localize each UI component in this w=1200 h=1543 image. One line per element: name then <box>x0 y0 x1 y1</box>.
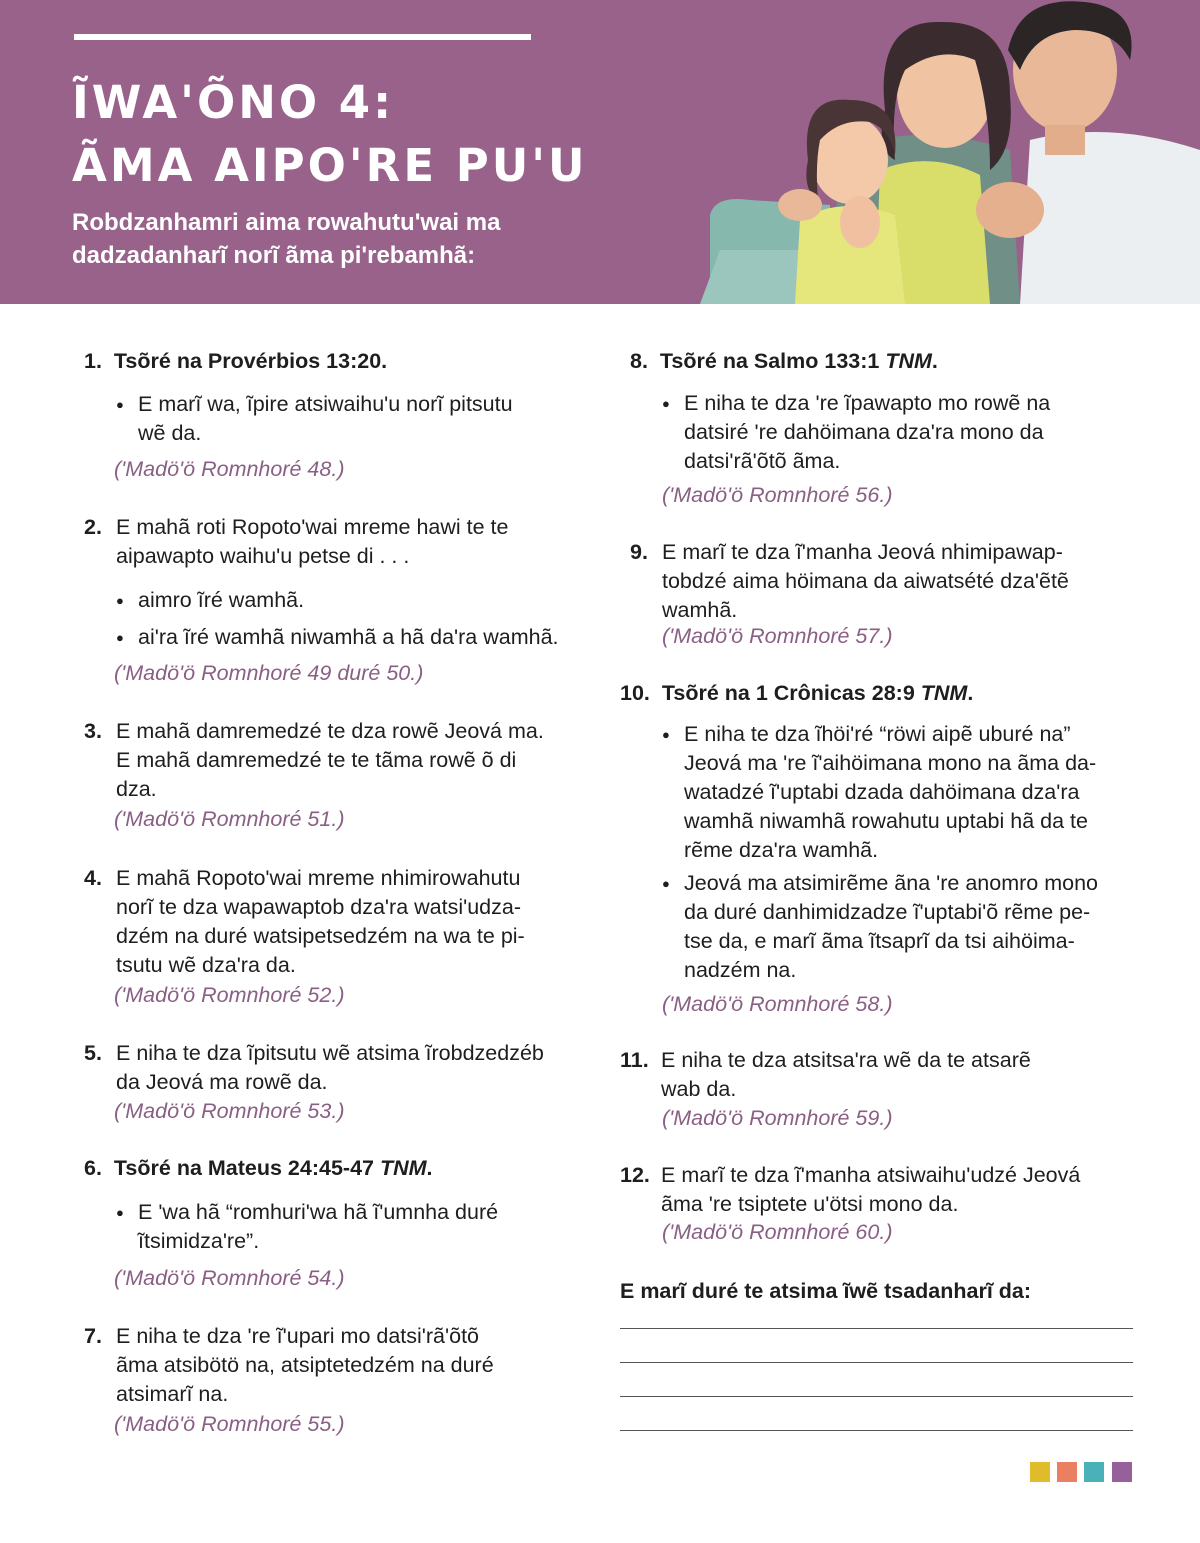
item-4-line-3: dzém na duré watsipetsedzém na wa te pi- <box>116 924 525 948</box>
item-12-line-2: ãma 're tsiptete u'ötsi mono da. <box>661 1192 959 1216</box>
item-12-number: 12. <box>620 1163 650 1187</box>
item-1-bullet-1-line-1: ● E marĩ wa, ĩpire atsiwaihu'u norĩ pitsutu <box>138 392 513 416</box>
item-4-reference: ('Madö'ö Romnhoré 52.) <box>114 983 345 1007</box>
item-4-line-1: E mahã Ropoto'wai mreme nhimirowahutu <box>116 866 521 890</box>
item-10-bullet-2-line-2: da duré danhimidzadze ĩ'uptabi'õ rẽme pe- <box>684 900 1091 924</box>
item-10-bullet-2 <box>684 869 1134 985</box>
item-7-line-2: ãma atsibötö na, atsiptetedzém na duré <box>116 1353 494 1377</box>
item-11 <box>620 1046 1110 1104</box>
item-10-reference: ('Madö'ö Romnhoré 58.) <box>662 992 893 1016</box>
item-1-bullet-1 <box>138 390 578 448</box>
item-4-line-4: tsutu wẽ dza'ra da. <box>116 953 296 977</box>
item-5-line-1: E niha te dza ĩpitsutu wẽ atsima ĩrobdzedzéb <box>116 1041 544 1065</box>
item-8-bullet-1 <box>684 389 1114 476</box>
item-10-title: Tsõré na 1 Crônicas 28:9 <box>661 681 921 705</box>
subtitle-line-1: Robdzanhamri aima rowahutu'wai ma <box>72 209 501 236</box>
color-swatch-teal <box>1084 1462 1104 1482</box>
item-6-bullet-1 <box>138 1198 578 1256</box>
item-4-number: 4. <box>84 866 102 890</box>
color-swatch-yellow <box>1030 1462 1050 1482</box>
item-5 <box>84 1039 584 1097</box>
item-6-number: 6. <box>84 1156 102 1180</box>
item-10-bullet-2-line-3: tse da, e marĩ ãma ĩtsaprĩ da tsi aihöima- <box>684 929 1075 953</box>
item-12-reference: ('Madö'ö Romnhoré 60.) <box>662 1220 893 1244</box>
item-8-bullet-1-line-2: datsiré 're dahöimana dza'ra mono da <box>684 420 1044 444</box>
item-9-number: 9. <box>630 540 648 564</box>
item-10-bullet-1-line-3: watadzé ĩ'uptabi dzada dahöimana dza'ra <box>684 780 1080 804</box>
item-12 <box>620 1161 1120 1219</box>
notes-label: E marĩ duré te atsima ĩwẽ tsadanharĩ da: <box>620 1279 1032 1303</box>
item-8 <box>630 347 938 376</box>
note-writing-line-1[interactable] <box>620 1328 1133 1329</box>
item-9-line-2: tobdzé aima höimana da aiwatsété dza'ẽtẽ <box>662 569 1069 593</box>
item-10-heading <box>620 681 973 705</box>
item-8-reference: ('Madö'ö Romnhoré 56.) <box>662 483 893 507</box>
item-9-line-1: E marĩ te dza ĩ'manha Jeová nhimipawap- <box>662 540 1063 564</box>
item-4 <box>84 864 584 980</box>
item-2-number: 2. <box>84 515 102 539</box>
item-7-line-3: atsimarĩ na. <box>116 1382 229 1406</box>
item-7-line-1: E niha te dza 're ĩ'upari mo datsi'rã'õtõ <box>116 1324 480 1348</box>
item-6-bullet-1-line-1: ● E 'wa hã “romhuri'wa hã ĩ'umnha duré <box>138 1200 499 1224</box>
item-8-bullet-1-line-3: datsi'rã'õtõ ãma. <box>684 449 841 473</box>
item-3-reference: ('Madö'ö Romnhoré 51.) <box>114 807 345 831</box>
item-5-reference: ('Madö'ö Romnhoré 53.) <box>114 1099 345 1123</box>
page-subtitle <box>72 206 632 272</box>
item-5-line-2: da Jeová ma rowẽ da. <box>116 1070 328 1094</box>
item-9-line-3: wamhã. <box>662 598 738 622</box>
item-8-heading <box>630 349 938 373</box>
item-9 <box>630 538 1120 625</box>
item-1-bullet-1-line-2: wẽ da. <box>138 421 202 445</box>
item-11-reference: ('Madö'ö Romnhoré 59.) <box>662 1106 893 1130</box>
item-1-number: 1. <box>84 349 102 373</box>
item-6-heading <box>84 1156 433 1180</box>
note-writing-line-3[interactable] <box>620 1396 1133 1397</box>
item-10-bullet-1-line-5: rẽme dza'ra wamhã. <box>684 838 879 862</box>
item-10-number: 10. <box>620 681 650 705</box>
item-3-line-1: E mahã damremedzé te dza rowẽ Jeová ma. <box>116 719 544 743</box>
header-rule <box>74 34 531 40</box>
item-10-bullet-2-line-1: ● Jeová ma atsimirẽme ãna 're anomro mono <box>684 871 1098 895</box>
item-6-bullet-1-line-2: ĩtsimidza're”. <box>138 1229 260 1253</box>
item-2-reference: ('Madö'ö Romnhoré 49 duré 50.) <box>114 661 424 685</box>
item-7 <box>84 1322 584 1409</box>
item-8-title: Tsõré na Salmo 133:1 <box>659 349 886 373</box>
item-4-line-2: norĩ te dza wapawaptob dza'ra watsi'udza- <box>116 895 521 919</box>
item-2-line-2: aipawapto waihu'u petse di . . . <box>116 544 410 568</box>
item-1-title: Tsõré na Provérbios 13:20. <box>113 349 388 373</box>
item-10-title-end: . <box>967 681 974 705</box>
item-7-reference: ('Madö'ö Romnhoré 55.) <box>114 1412 345 1436</box>
item-10-bullet-1 <box>684 720 1134 865</box>
item-3-line-3: dza. <box>116 777 157 801</box>
item-3-line-2: E mahã damremedzé te te tãma rowẽ õ di <box>116 748 517 772</box>
item-6 <box>84 1154 433 1183</box>
header-banner <box>0 0 1200 304</box>
page-title-line-2: ÃMA AIPO'RE PU'U <box>72 139 588 192</box>
item-2 <box>84 513 554 571</box>
family-praying-illustration <box>690 0 1200 304</box>
item-2-bullet-1: ● aimro ĩré wamhã. <box>138 586 304 615</box>
item-8-title-end: . <box>931 349 938 373</box>
subtitle-line-2: dadzadanharĩ norĩ ãma pi'rebamhã: <box>72 242 476 269</box>
item-5-number: 5. <box>84 1041 102 1065</box>
item-2-bullet-2: ● ai'ra ĩré wamhã niwamhã a hã da'ra wamhã. <box>138 623 559 652</box>
item-8-number: 8. <box>630 349 648 373</box>
item-10-tnm: TNM <box>920 681 968 705</box>
color-swatch-purple <box>1112 1462 1132 1482</box>
item-11-number: 11. <box>620 1048 649 1072</box>
note-writing-line-2[interactable] <box>620 1362 1133 1363</box>
item-3 <box>84 717 584 804</box>
color-swatch-coral <box>1057 1462 1077 1482</box>
item-1-heading <box>84 349 387 373</box>
item-10-bullet-1-line-2: Jeová ma 're ĩ'aihöimana mono na ãma da- <box>684 751 1097 775</box>
item-12-line-1: E marĩ te dza ĩ'manha atsiwaihu'udzé Jeová <box>661 1163 1081 1187</box>
item-8-tnm: TNM <box>885 349 932 373</box>
item-10-bullet-1-line-1: ● E niha te dza ĩhöi'ré “röwi aipẽ uburé na” <box>684 722 1071 746</box>
item-2-line-1: E mahã roti Ropoto'wai mreme hawi te te <box>116 515 509 539</box>
item-10-bullet-1-line-4: wamhã niwamhã rowahutu uptabi hã da te <box>684 809 1088 833</box>
note-writing-line-4[interactable] <box>620 1430 1133 1431</box>
item-3-number: 3. <box>84 719 102 743</box>
item-6-reference: ('Madö'ö Romnhoré 54.) <box>114 1266 345 1290</box>
item-10 <box>620 679 973 708</box>
item-1-reference: ('Madö'ö Romnhoré 48.) <box>114 457 345 481</box>
item-7-number: 7. <box>84 1324 102 1348</box>
item-8-bullet-1-line-1: ● E niha te dza 're ĩpawapto mo rowẽ na <box>684 391 1051 415</box>
item-6-title-end: . <box>426 1156 433 1180</box>
item-11-line-1: E niha te dza atsitsa'ra wẽ da te atsarẽ <box>661 1048 1031 1072</box>
item-10-bullet-2-line-4: nadzém na. <box>684 958 797 982</box>
item-1 <box>84 347 387 376</box>
item-6-tnm: TNM <box>379 1156 427 1180</box>
item-11-line-2: wab da. <box>661 1077 737 1101</box>
item-6-title: Tsõré na Mateus 24:45-47 <box>113 1156 380 1180</box>
page-title-line-1: ĨWA'ÕNO 4: <box>72 76 395 129</box>
item-9-reference: ('Madö'ö Romnhoré 57.) <box>662 624 893 648</box>
